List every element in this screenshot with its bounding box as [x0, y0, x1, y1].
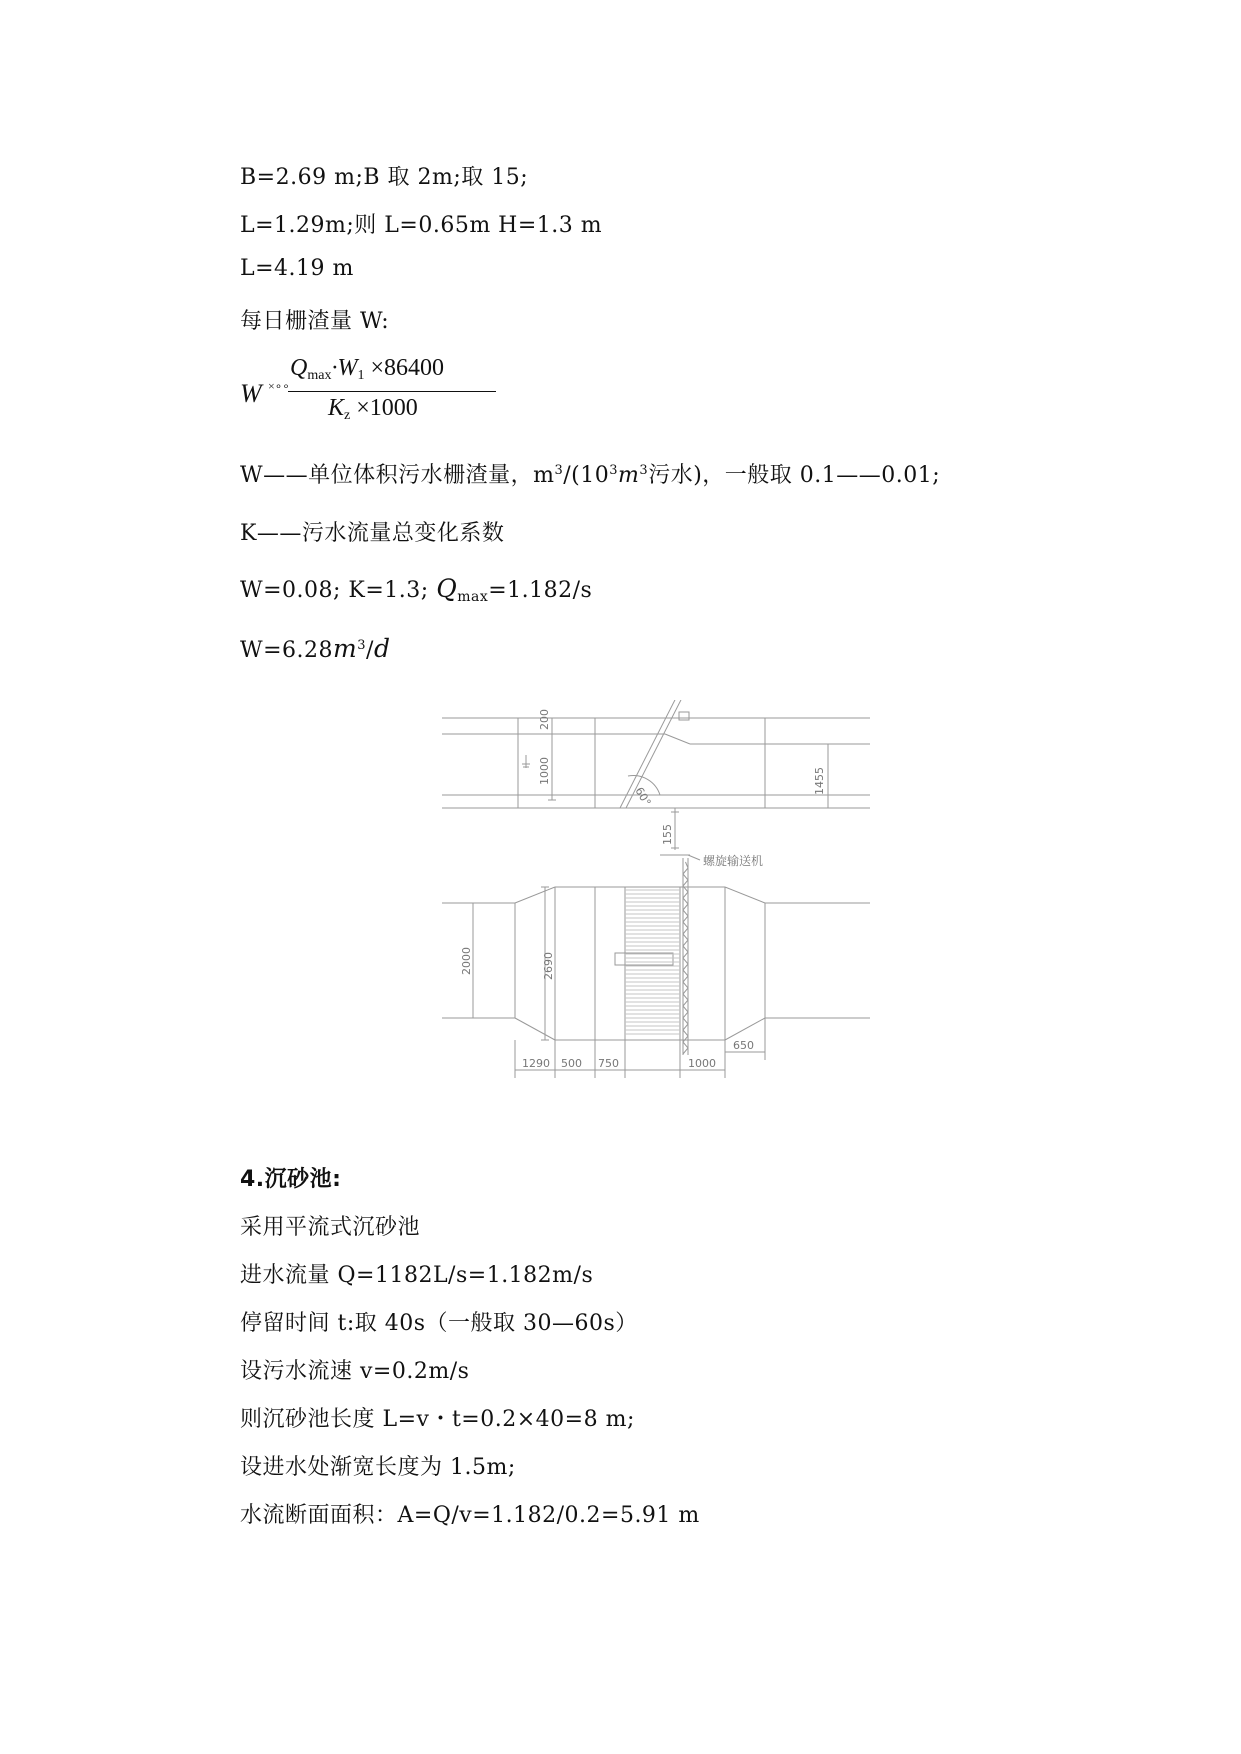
text-line-retention: 停留时间 t:取 40s（一般取 30—60s） — [240, 1311, 638, 1336]
spiral-path — [683, 862, 688, 1054]
fraction-bar — [288, 391, 496, 392]
dim-label-2000: 2000 — [460, 947, 473, 975]
screen-bars — [625, 890, 680, 1034]
dim-label-2690: 2690 — [542, 952, 555, 980]
text-line-k-definition: K——污水流量总变化系数 — [240, 521, 505, 546]
formula-denominator: $K_z \times 1000$ — [328, 395, 418, 423]
formula-eq-glyph: ×∘∘ — [268, 379, 290, 393]
dim-label-750: 750 — [598, 1057, 619, 1070]
dim-label-650: 650 — [733, 1039, 754, 1052]
text-line-widening: 设进水处渐宽长度为 1.5m; — [240, 1455, 516, 1480]
text-line-chamber-type: 采用平流式沉砂池 — [240, 1215, 421, 1240]
dim-label-1290: 1290 — [522, 1057, 550, 1070]
bar-screen-svg — [440, 700, 880, 1092]
dim-label-500: 500 — [561, 1057, 582, 1070]
conveyor-spiral — [683, 862, 688, 1054]
dim-label-200: 200 — [538, 709, 551, 730]
formula-lhs: W — [240, 379, 262, 408]
text-line-l: L=1.29m;则 L=0.65m H=1.3 m — [240, 213, 603, 238]
text-line-b: B=2.69 m;B 取 2m;取 15; — [240, 165, 529, 190]
screenings-formula — [240, 355, 500, 435]
section-heading-grit-chamber: 4.沉砂池: — [240, 1167, 342, 1192]
formula-numerator: $Q_{max}\cdot W_1 \times 86400$ — [290, 355, 444, 383]
text-line-w-definition: W——单位体积污水栅渣量，$m^3/(10^3m^3$污水)，一般取 0.1——0.01; — [240, 463, 941, 488]
text-line-values: W=0.08; K=1.3; $Q_{max}=1.182/s$ — [240, 574, 593, 605]
text-line-area: 水流断面面积：A=Q/v=1.182/0.2=5.91 m — [240, 1503, 700, 1528]
angle-label: 60° — [632, 785, 654, 809]
text-line-l2: L=4.19 m — [240, 256, 354, 281]
dim-label-155: 155 — [661, 824, 674, 845]
dim-label-1000-horizontal: 1000 — [688, 1057, 716, 1070]
conveyor-label: 螺旋输送机 — [703, 854, 764, 868]
text-line-daily-screenings: 每日栅渣量 W: — [240, 309, 390, 334]
text-line-length: 则沉砂池长度 L=v・t=0.2×40=8 m; — [240, 1407, 635, 1432]
text-line-result: $W=6.28m^3/d$ — [240, 634, 391, 663]
dim-label-1455: 1455 — [813, 767, 826, 795]
dim-label-1000-vertical: 1000 — [538, 757, 551, 785]
text-line-velocity: 设污水流速 v=0.2m/s — [240, 1359, 470, 1384]
text-line-inflow: 进水流量 Q=1182L/s=1.182m/s — [240, 1263, 594, 1288]
bar-screen-drawing — [440, 700, 880, 1092]
